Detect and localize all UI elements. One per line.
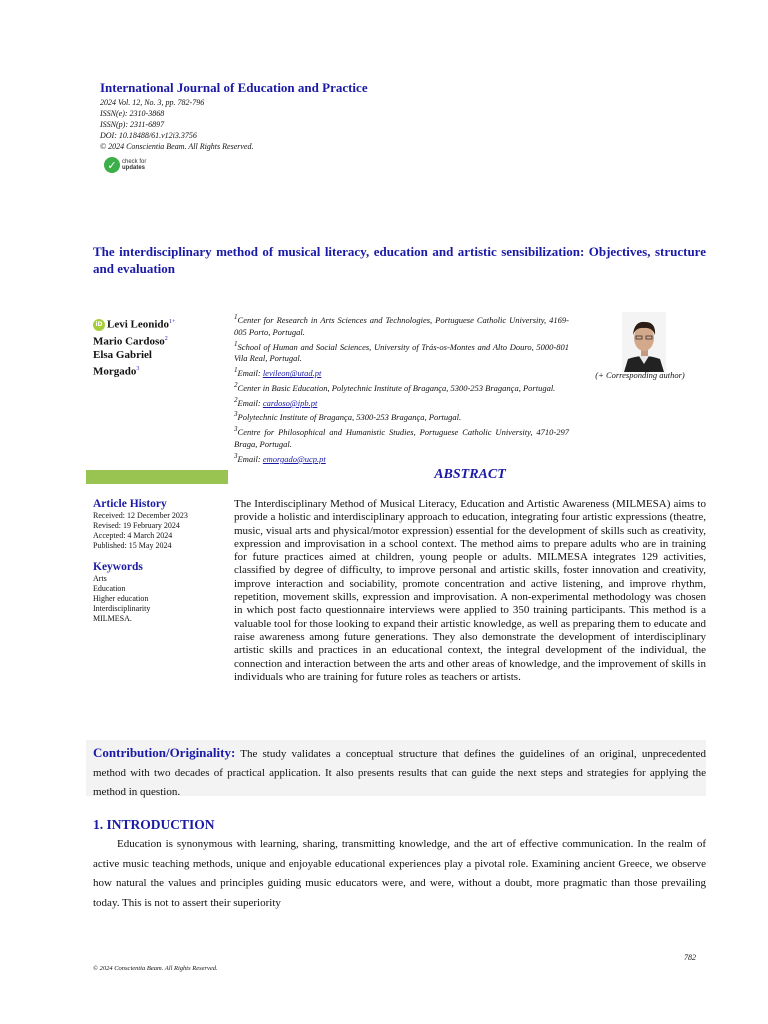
- affiliation: $^2$Center in Basic Education, Polytechnic Institute of Bragança, 5300-253 Bragança, Portugal.: [234, 381, 556, 393]
- orcid-icon[interactable]: iD: [93, 319, 105, 331]
- affiliation: $^3$Centre for Philosophical and Humanistic Studies, Portuguese Catholic University, 4710-297 Braga, Portugal.: [234, 425, 569, 449]
- author-photo: [622, 312, 666, 372]
- check-updates-label: check for updates: [122, 159, 147, 171]
- page-number: 782: [684, 953, 696, 962]
- article-sidebar: [93, 497, 228, 624]
- keywords-heading: Keywords: [93, 561, 143, 573]
- author-2: Mario Cardoso$^2$: [93, 335, 168, 348]
- author-3-cont: Morgado$^3$: [93, 365, 140, 378]
- email-link[interactable]: emorgado@ucp.pt: [262, 453, 326, 464]
- affiliation: $^1$School of Human and Social Sciences, University of Trás-os-Montes and Alto Douro, 5000-801 Vila Real, Portugal.: [234, 339, 569, 364]
- corresponding-author-caption: (+ Corresponding author): [595, 370, 685, 380]
- author-list: [93, 315, 223, 379]
- history-revised: Revised: 19 February 2024: [93, 521, 180, 530]
- paper-title: The interdisciplinary method of musical literacy, education and artistic sensibilization: Objectives, structure and evaluation: [93, 244, 706, 276]
- journal-copyright: © 2024 Conscientia Beam. All Rights Reserved.: [100, 142, 254, 151]
- journal-volume: 2024 Vol. 12, No. 3, pp. 782-796: [100, 98, 205, 107]
- email-link[interactable]: cardoso@ipb.pt: [262, 397, 318, 408]
- abstract-heading: ABSTRACT: [434, 467, 506, 482]
- history-accepted: Accepted: 4 March 2024: [93, 531, 173, 540]
- history-received: Received: 12 December 2023: [93, 511, 188, 520]
- introduction-text: Education is synonymous with learning, sharing, transmitting knowledge, and the art of effective communication. In the realm of active music teaching methods, unique and enjoyable educational experiences play a pivotal role. Examining ancient Greece, we observe how natural the values and principles guiding music educators were, and were, without a doubt, more pragmatic than those prevailing today. This is not to assert their superiority: [93, 838, 706, 909]
- contribution-box: [86, 740, 706, 796]
- keyword: Higher education: [93, 594, 149, 603]
- contribution-text: The study validates a conceptual structure that defines the guidelines of an original, unprecedented method with two decades of practical application. It also presents results that can guide the next steps and strategies for applying the method in question.: [93, 748, 706, 798]
- keyword: Education: [93, 584, 126, 593]
- affiliation-email: $^3$Email: emorgado@ucp.pt: [234, 451, 326, 464]
- affiliation: $^1$Center for Research in Arts Sciences and Technologies, Portuguese Catholic University, 4169-005 Porto, Portugal.: [234, 313, 569, 337]
- check-for-updates-badge[interactable]: [104, 157, 146, 173]
- keyword: Interdisciplinarity: [93, 604, 151, 613]
- journal-meta: [100, 97, 253, 152]
- journal-issn-p: ISSN(p): 2311-6897: [100, 120, 165, 129]
- author-1[interactable]: iD Levi Leonido$^{1+}$: [93, 315, 223, 332]
- introduction-heading: 1. INTRODUCTION: [93, 817, 215, 832]
- abstract-text: The Interdisciplinary Method of Musical Literacy, Education and Artistic Awareness (MILMESA) aims to provide a holistic and interdisciplinary approach to education, integrating four artistic expressions (theatre, music, visual arts and physical/motor expression) essential for the development of skills such as creativity, expression and improvisation in a school context. The method aims to prepare adults who are in training for future practices aimed at children, young people or adults. MILMESA integrates 129 activities, classified by degree of difficulty, to improve personal and artistic skills, foster innovation and creativity, improve interaction and sociability, promote concentration and active listening, and improve rhythm, repetition, movement skills, expression and improvisation. A non-experimental methodology was chosen in which post facto questionnaire interviews were applied to 350 training participants. This method is a valuable tool for those looking to expand their artistic knowledge, as well as preparing them to educate and raise awareness among future generations. They also demonstrate the development of interdisciplinary artistic skills and practices in an educational context, the integral development of the individual, the connection and interaction between the arts and other areas of knowledge, and the improvement of skills in individuals who are training for future roles as teachers or artists.: [234, 498, 706, 683]
- affiliation-email: $^1$Email: levileon@utad.pt: [234, 366, 322, 379]
- contribution-heading: Contribution/Originality:: [93, 745, 236, 760]
- journal-title[interactable]: International Journal of Education and Practice: [100, 80, 368, 95]
- section-divider-bar: [86, 470, 228, 484]
- article-history-heading: Article History: [93, 498, 167, 510]
- affiliation: $^3$Polytechnic Institute of Bragança, 5300-253 Bragança, Portugal.: [234, 410, 462, 423]
- journal-issn-e: ISSN(e): 2310-3868: [100, 109, 165, 118]
- email-link[interactable]: levileon@utad.pt: [262, 368, 322, 379]
- author-3: Elsa Gabriel: [93, 349, 152, 362]
- journal-doi[interactable]: DOI: 10.18488/61.v12i3.3756: [100, 131, 197, 140]
- history-published: Published: 15 May 2024: [93, 541, 172, 550]
- footer-copyright: © 2024 Conscientia Beam. All Rights Reserved.: [93, 965, 218, 972]
- keyword: Arts: [93, 574, 107, 583]
- keyword: MILMESA.: [93, 614, 132, 623]
- check-icon: ✓: [104, 157, 120, 173]
- affiliation-email: $^2$Email: cardoso@ipb.pt: [234, 395, 318, 408]
- affiliations: [234, 312, 569, 466]
